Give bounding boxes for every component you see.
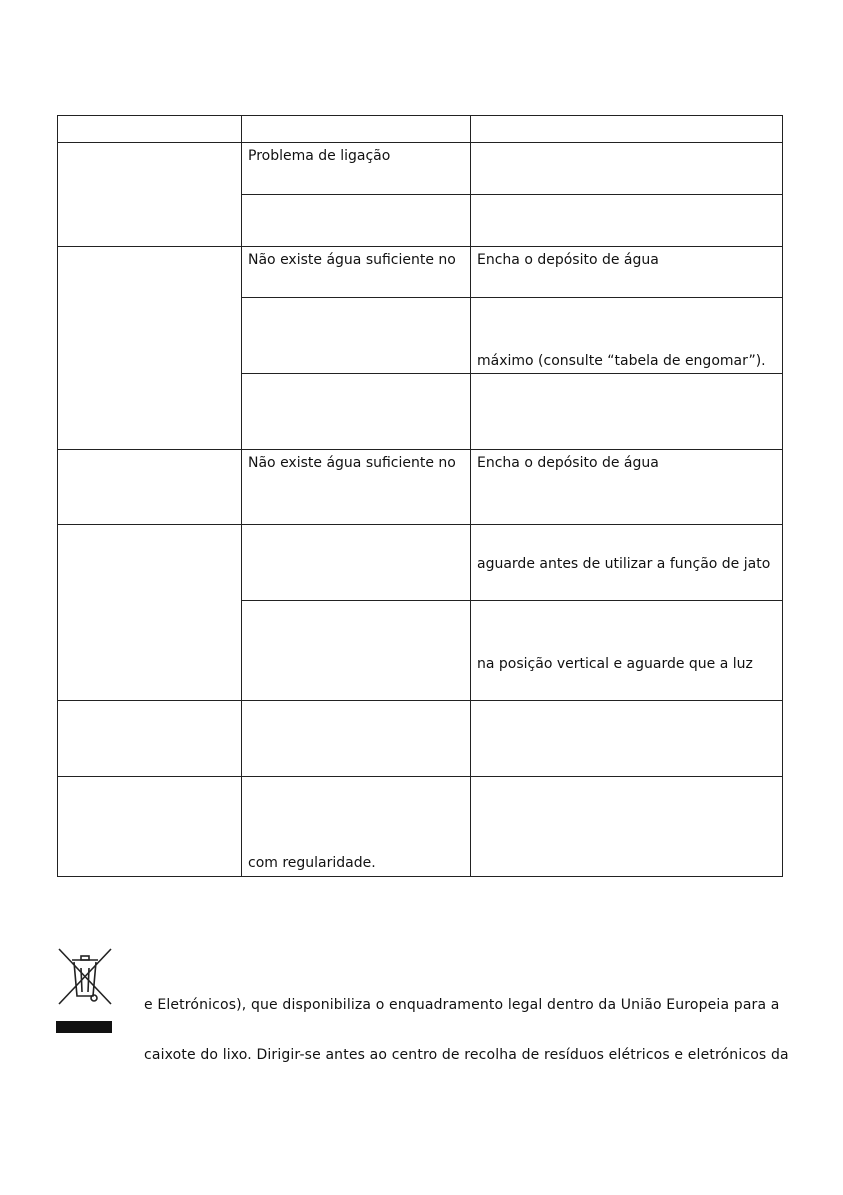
cause-cell [242,701,471,777]
solution-cell [471,374,783,450]
cause-cell [242,601,471,701]
solution-cell [471,701,783,777]
cause-cell: com regularidade. [242,777,471,877]
solution-cell [471,777,783,877]
cause-cell [242,525,471,601]
cause-cell: Problema de ligação [242,143,471,195]
problem-cell [58,247,242,450]
table-row [58,777,783,877]
table-row [58,450,783,525]
solution-cell: Encha o depósito de água [471,450,783,525]
header-cell [58,116,242,143]
problem-cell [58,143,242,247]
solution-cell [471,143,783,195]
table-row [58,701,783,777]
table-row [58,247,783,298]
header-cell [471,116,783,143]
solution-cell: Encha o depósito de água [471,247,783,298]
disposal-text-line-2: caixote do lixo. Dirigir-se antes ao centro de recolha de resíduos elétricos e eletrónicos da [144,1047,789,1063]
problem-cell [58,777,242,877]
problem-cell [58,701,242,777]
disposal-text-line-1: e Eletrónicos), que disponibiliza o enquadramento legal dentro da União Europeia para a [144,997,780,1013]
header-cell [242,116,471,143]
solution-cell [471,195,783,247]
solution-cell: na posição vertical e aguarde que a luz [471,601,783,701]
table-row [58,143,783,195]
solution-cell: máximo (consulte “tabela de engomar”). [471,298,783,374]
solution-cell: aguarde antes de utilizar a função de jato [471,525,783,601]
cause-cell [242,298,471,374]
troubleshooting-table [57,115,783,877]
cause-cell [242,374,471,450]
problem-cell [58,450,242,525]
cause-cell [242,195,471,247]
cause-cell: Não existe água suficiente no [242,450,471,525]
weee-crossed-bin-icon [54,946,116,1034]
table-row [58,525,783,601]
table-header-row [58,116,783,143]
problem-cell [58,525,242,701]
cause-cell: Não existe água suficiente no [242,247,471,298]
